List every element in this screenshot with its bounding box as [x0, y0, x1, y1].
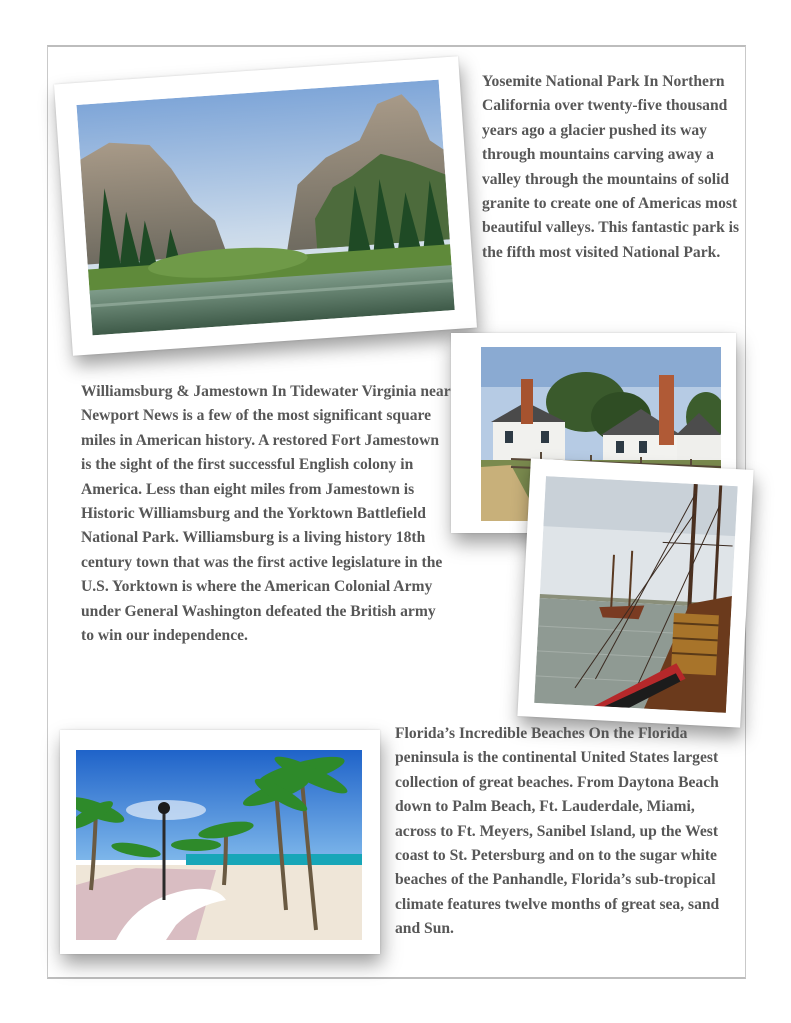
williamsburg-paragraph: Williamsburg & Jamestown In Tidewater Virginia near Newport News is a few of the most significant square miles in American history. A restored Fort Jamestown is the sight of the first successful English colony in America. Less than eight miles from Jamestown is Historic Williamsburg and the Yorktown Battlefield National Park. Williamsburg is a living history 18th century town that was the first active legislature in the U.S. Yorktown is where the American Colonial Army under General Washington defeated the British army to win our independence. — [81, 383, 451, 645]
yosemite-valley-photo — [54, 56, 477, 356]
yosemite-valley-image — [76, 80, 454, 336]
florida-paragraph: Florida’s Incredible Beaches On the Florida peninsula is the continental United States largest collection of great beaches. From Daytona Beach down to Palm Beach, Ft. Lauderdale, Miami, across to Ft. Meyers, Sanibel Island, up the West coast to St. Petersburg and on to the sugar white beaches of the Panhandle, Florida’s sub-tropical climate features twelve months of great sea, sand and Sun. — [395, 725, 720, 938]
yosemite-paragraph: Yosemite National Park In Northern California over twenty-five thousand years ago a glacier pushed its way through mountains carving away a valley through the mountains of solid granite to create one of Americas most beautiful valleys. This fantastic park is the fifth most visited National Park. — [482, 73, 740, 261]
florida-beach-photo — [60, 730, 380, 954]
palm-beach-image — [76, 750, 362, 940]
tall-ship-image — [534, 476, 738, 713]
jamestown-ship-photo — [517, 458, 753, 727]
